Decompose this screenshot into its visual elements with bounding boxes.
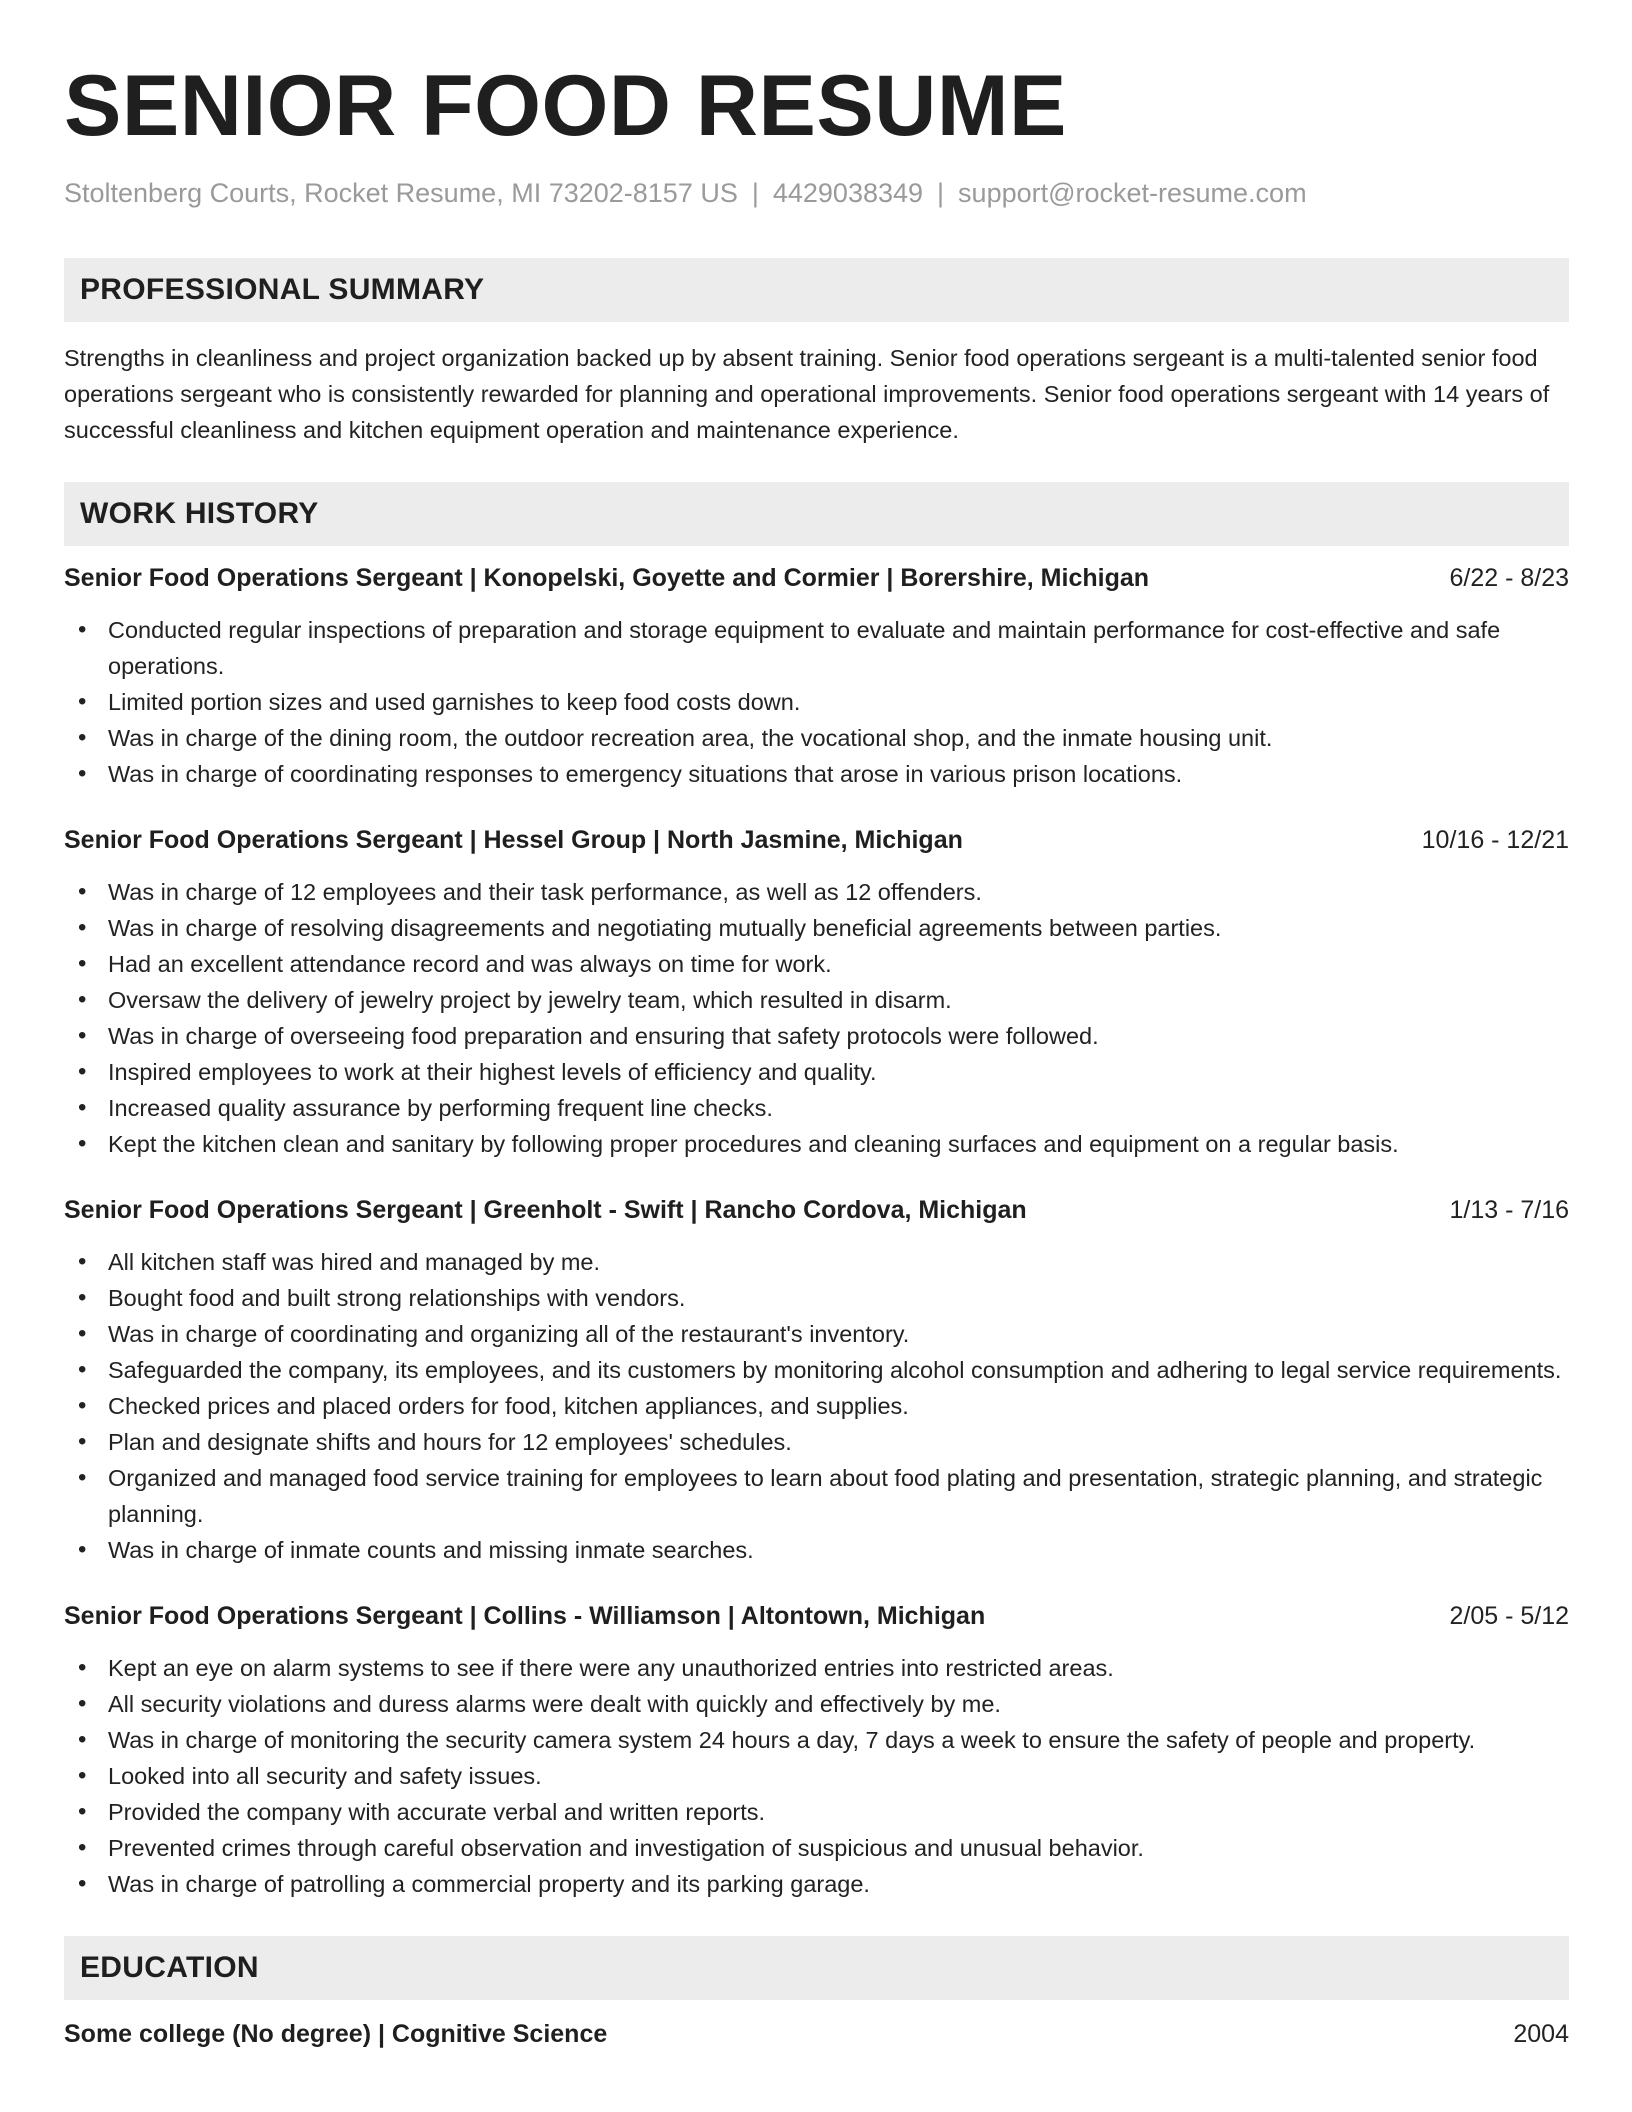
job-bullet: • Safeguarded the company, its employees, and its customers by monitoring alcohol consumption and adhering to legal service requirements. — [64, 1352, 1569, 1388]
job-entry — [64, 560, 1569, 792]
contact-address: Stoltenberg Courts, Rocket Resume, MI 73202-8157 US — [64, 178, 738, 208]
job-entry — [64, 1192, 1569, 1568]
job-bullet: • Prevented crimes through careful observation and investigation of suspicious and unusual behavior. — [64, 1830, 1569, 1866]
job-bullet: • Had an excellent attendance record and was always on time for work. — [64, 946, 1569, 982]
job-bullet: • Was in charge of coordinating and organizing all of the restaurant's inventory. — [64, 1316, 1569, 1352]
job-title: Senior Food Operations Sergeant | Hessel Group | North Jasmine, Michigan — [64, 826, 963, 854]
job-bullet: • Looked into all security and safety issues. — [64, 1758, 1569, 1794]
job-dates: 2/05 - 5/12 — [1449, 1602, 1569, 1630]
job-bullets — [64, 874, 1569, 1162]
job-bullet: • Increased quality assurance by performing frequent line checks. — [64, 1090, 1569, 1126]
job-dates: 1/13 - 7/16 — [1449, 1196, 1569, 1224]
job-entry — [64, 822, 1569, 1162]
contact-phone: 4429038349 — [772, 178, 924, 208]
job-dates: 10/16 - 12/21 — [1421, 826, 1569, 854]
job-bullet: • Limited portion sizes and used garnishes to keep food costs down. — [64, 684, 1569, 720]
job-bullet: • Was in charge of monitoring the security camera system 24 hours a day, 7 days a week to ensure the safety of people and property. — [64, 1722, 1569, 1758]
contact-separator: | — [751, 178, 759, 208]
job-bullet: • Was in charge of patrolling a commercial property and its parking garage. — [64, 1866, 1569, 1902]
job-bullet: • Was in charge of resolving disagreements and negotiating mutually beneficial agreements between parties. — [64, 910, 1569, 946]
job-bullet: • Inspired employees to work at their highest levels of efficiency and quality. — [64, 1054, 1569, 1090]
contact-separator: | — [937, 178, 945, 208]
section-header-summary — [64, 258, 1569, 322]
contact-email: support@rocket-resume.com — [958, 178, 1307, 208]
job-title: Senior Food Operations Sergeant | Collins - Williamson | Altontown, Michigan — [64, 1602, 986, 1630]
job-bullet: • Organized and managed food service training for employees to learn about food plating and presentation, strategic planning, and strategic planning. — [64, 1460, 1569, 1532]
job-bullets — [64, 1650, 1569, 1902]
job-dates: 6/22 - 8/23 — [1449, 564, 1569, 592]
summary-text: Strengths in cleanliness and project organization backed up by absent training. Senior food operations sergeant is a multi-talented senior food operations sergeant who is consistently rewarded for planning and operational improvements. Senior food operations sergeant with 14 years of successful cleanliness and kitchen equipment operation and maintenance experience. — [64, 345, 1550, 443]
section-title: PROFESSIONAL SUMMARY — [80, 273, 485, 306]
job-bullet: • Plan and designate shifts and hours for 12 employees' schedules. — [64, 1424, 1569, 1460]
job-bullet: • Provided the company with accurate verbal and written reports. — [64, 1794, 1569, 1830]
job-bullet: • All kitchen staff was hired and managed by me. — [64, 1244, 1569, 1280]
job-bullet: • Kept an eye on alarm systems to see if there were any unauthorized entries into restricted areas. — [64, 1650, 1569, 1686]
job-bullet: • Oversaw the delivery of jewelry project by jewelry team, which resulted in disarm. — [64, 982, 1569, 1018]
job-bullet: • Was in charge of the dining room, the outdoor recreation area, the vocational shop, and the inmate housing unit. — [64, 720, 1569, 756]
job-bullets — [64, 1244, 1569, 1568]
education-year: 2004 — [1513, 2020, 1569, 2048]
contact-line — [64, 176, 1569, 210]
job-bullets — [64, 612, 1569, 792]
job-header — [64, 1598, 1569, 1634]
job-bullet: • Conducted regular inspections of preparation and storage equipment to evaluate and maintain performance for cost-effective and safe operations. — [64, 612, 1569, 684]
job-title: Senior Food Operations Sergeant | Greenholt - Swift | Rancho Cordova, Michigan — [64, 1196, 1027, 1224]
job-bullet: • Was in charge of overseeing food preparation and ensuring that safety protocols were followed. — [64, 1018, 1569, 1054]
job-bullet: • Was in charge of coordinating responses to emergency situations that arose in various prison locations. — [64, 756, 1569, 792]
job-entry — [64, 1598, 1569, 1902]
education-entry — [64, 2016, 1569, 2052]
section-title: EDUCATION — [80, 1951, 259, 1984]
job-header — [64, 1192, 1569, 1228]
job-bullet: • All security violations and duress alarms were dealt with quickly and effectively by me. — [64, 1686, 1569, 1722]
job-bullet: • Checked prices and placed orders for food, kitchen appliances, and supplies. — [64, 1388, 1569, 1424]
education-degree: Some college (No degree) | Cognitive Science — [64, 2020, 608, 2048]
job-header — [64, 560, 1569, 596]
section-header-education — [64, 1936, 1569, 2000]
section-header-work-history — [64, 482, 1569, 546]
job-bullet: • Kept the kitchen clean and sanitary by following proper procedures and cleaning surfaces and equipment on a regular basis. — [64, 1126, 1569, 1162]
resume-title: SENIOR FOOD RESUME — [64, 58, 1067, 154]
job-title: Senior Food Operations Sergeant | Konopelski, Goyette and Cormier | Borershire, Michigan — [64, 564, 1150, 592]
job-bullet: • Bought food and built strong relationships with vendors. — [64, 1280, 1569, 1316]
job-bullet: • Was in charge of inmate counts and missing inmate searches. — [64, 1532, 1569, 1568]
section-title: WORK HISTORY — [80, 497, 319, 530]
job-bullet: • Was in charge of 12 employees and their task performance, as well as 12 offenders. — [64, 874, 1569, 910]
job-header — [64, 822, 1569, 858]
